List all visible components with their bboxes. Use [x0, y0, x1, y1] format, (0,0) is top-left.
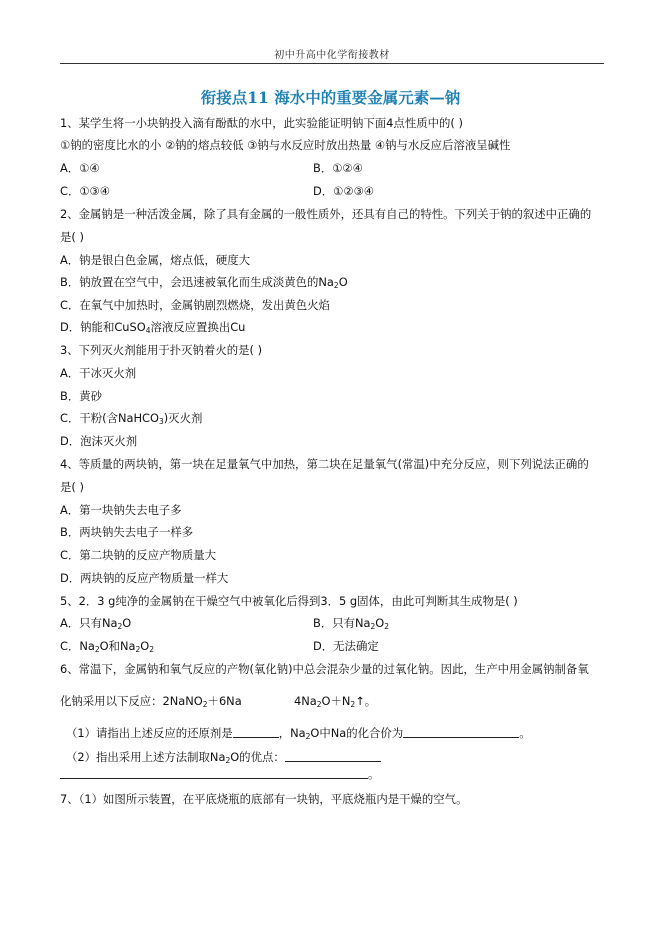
- q5-c-sub1: 2: [94, 645, 100, 654]
- q5-option-a: [60, 616, 131, 630]
- q2-option-b: [60, 275, 348, 289]
- q4-stem-line2: 是( ): [60, 480, 84, 494]
- q3-c-end: )灭火剂: [163, 411, 203, 425]
- q6-eq-right-end: ↑。: [355, 694, 377, 708]
- q1-option-a: A．①④: [60, 161, 100, 175]
- q6-part1: [66, 725, 531, 740]
- q6-p2-blank-a[interactable]: [285, 749, 381, 762]
- q5-c-sub3: 2: [149, 645, 155, 654]
- q6-eq-right-sub1: 2: [316, 700, 322, 709]
- q3-stem: 3、下列灭火剂能用于扑灭钠着火的是( ): [60, 343, 263, 357]
- q6-eq-left-end: ＋6Na: [207, 694, 242, 708]
- q6-eq-left: 化钠采用以下反应：2NaNO: [60, 694, 203, 708]
- q5-b-sub1: 2: [370, 622, 376, 631]
- q2-d-end: 溶液反应置换出Cu: [150, 320, 246, 334]
- q3-c-text: C．干粉(含NaHCO: [60, 411, 159, 425]
- q4-option-b: B．两块钠失去电子一样多: [60, 525, 194, 539]
- q1-option-b: B．①②④: [313, 161, 363, 175]
- q6-p2-end: 。: [368, 767, 380, 781]
- header-rule: [60, 63, 604, 64]
- q5-c-mid2: O: [140, 639, 150, 653]
- q5-c-sub2: 2: [135, 645, 141, 654]
- q6-p2-sub: 2: [225, 756, 231, 765]
- q1-option-c: C．①③④: [60, 184, 110, 198]
- q2-b-text: B．钠放置在空气中，会迅速被氧化而生成淡黄色的Na: [60, 275, 334, 289]
- q6-p1-sub: 2: [305, 732, 311, 741]
- q2-option-d: [60, 320, 245, 334]
- q3-option-d: D．泡沫灭火剂: [60, 434, 138, 448]
- q6-p1-mid2: O中Na的化合价为: [310, 726, 404, 740]
- q6-eq-right-mid: O＋N: [321, 694, 351, 708]
- q5-stem: 5、2．3 g纯净的金属钠在干燥空气中被氧化后得到3．5 g固体，由此可判断其生成物是( ): [60, 594, 518, 608]
- q2-option-a: A．钠是银白色金属，熔点低，硬度大: [60, 253, 251, 267]
- q6-part2-cont: [60, 766, 379, 781]
- q6-stem-line2: [60, 694, 242, 708]
- q2-b-sub: 2: [333, 281, 339, 290]
- q2-d-sub: 4: [145, 326, 151, 335]
- q5-c-text: C．Na: [60, 639, 95, 653]
- q6-eq-right: [294, 694, 376, 708]
- q6-p1-blank-reductant[interactable]: [233, 725, 279, 738]
- q5-a-end: O: [122, 616, 132, 630]
- q3-option-a: A．干冰灭火剂: [60, 366, 137, 380]
- q6-stem-line1: 6、常温下，金属钠和氧气反应的产物(氧化钠)中总会混杂少量的过氧化钠。因此，生产中用金属钠制备氧: [60, 662, 589, 676]
- q1-option-d: D．①②③④: [313, 184, 375, 198]
- q1-stem: 1、某学生将一小块钠投入滴有酚酞的水中，此实验能证明钠下面4点性质中的( ): [60, 116, 463, 130]
- q4-option-c: C．第二块钠的反应产物质量大: [60, 548, 217, 562]
- q2-d-text: D．钠能和CuSO: [60, 320, 146, 334]
- q2-b-end: O: [338, 275, 348, 289]
- q6-p1-end: 。: [519, 726, 531, 740]
- q6-p1-blank-valence[interactable]: [403, 725, 519, 738]
- q7-stem: 7、（1）如图所示装置，在平底烧瓶的底部有一块钠，平底烧瓶内是干燥的空气。: [60, 792, 468, 806]
- q5-option-c: [60, 639, 154, 653]
- q3-option-c: [60, 411, 202, 425]
- q2-option-c: C．在氧气中加热时，金属钠剧烈燃烧，发出黄色火焰: [60, 298, 330, 312]
- q4-stem-line1: 4、等质量的两块钠，第一块在足量氧气中加热，第二块在足量氧气(常温)中充分反应，则下列说法正确的: [60, 457, 589, 471]
- q3-c-sub: 3: [158, 417, 164, 426]
- q5-c-mid1: O和Na: [99, 639, 136, 653]
- q6-eq-right-text: 4Na: [294, 694, 317, 708]
- q5-a-sub: 2: [117, 622, 123, 631]
- q6-p1-mid: ，Na: [278, 726, 306, 740]
- q5-option-d: D．无法确定: [313, 639, 379, 653]
- q2-stem-line2: 是( ): [60, 230, 84, 244]
- q5-b-mid: O: [375, 616, 385, 630]
- q6-p2-text: （2）指出采用上述方法制取Na: [66, 750, 226, 764]
- q5-b-sub2: 2: [384, 622, 390, 631]
- q2-stem-line1: 2、金属钠是一种活泼金属，除了具有金属的一般性质外，还具有自己的特性。下列关于钠的叙述中正确的: [60, 207, 592, 221]
- q5-option-b: [313, 616, 389, 630]
- page-title: 衔接点11 海水中的重要金属元素—钠: [200, 88, 461, 107]
- q4-option-a: A．第一块钠失去电子多: [60, 503, 182, 517]
- q6-part2: [66, 749, 381, 764]
- q6-p2-blank-b[interactable]: [60, 766, 368, 779]
- q6-eq-left-sub: 2: [202, 700, 208, 709]
- q1-facts: ①钠的密度比水的小 ②钠的熔点较低 ③钠与水反应时放出热量 ④钠与水反应后溶液呈碱性: [60, 138, 511, 152]
- q4-option-d: D．两块钠的反应产物质量一样大: [60, 571, 229, 585]
- q6-eq-right-sub2: 2: [350, 700, 356, 709]
- q3-option-b: B．黄砂: [60, 389, 102, 403]
- q6-p1-text: （1）请指出上述反应的还原剂是: [66, 726, 233, 740]
- q5-b-text: B．只有Na: [313, 616, 371, 630]
- q5-a-text: A．只有Na: [60, 616, 118, 630]
- page-header: 初中升高中化学衔接教材: [274, 50, 390, 61]
- q6-p2-end-label: O的优点：: [230, 750, 285, 764]
